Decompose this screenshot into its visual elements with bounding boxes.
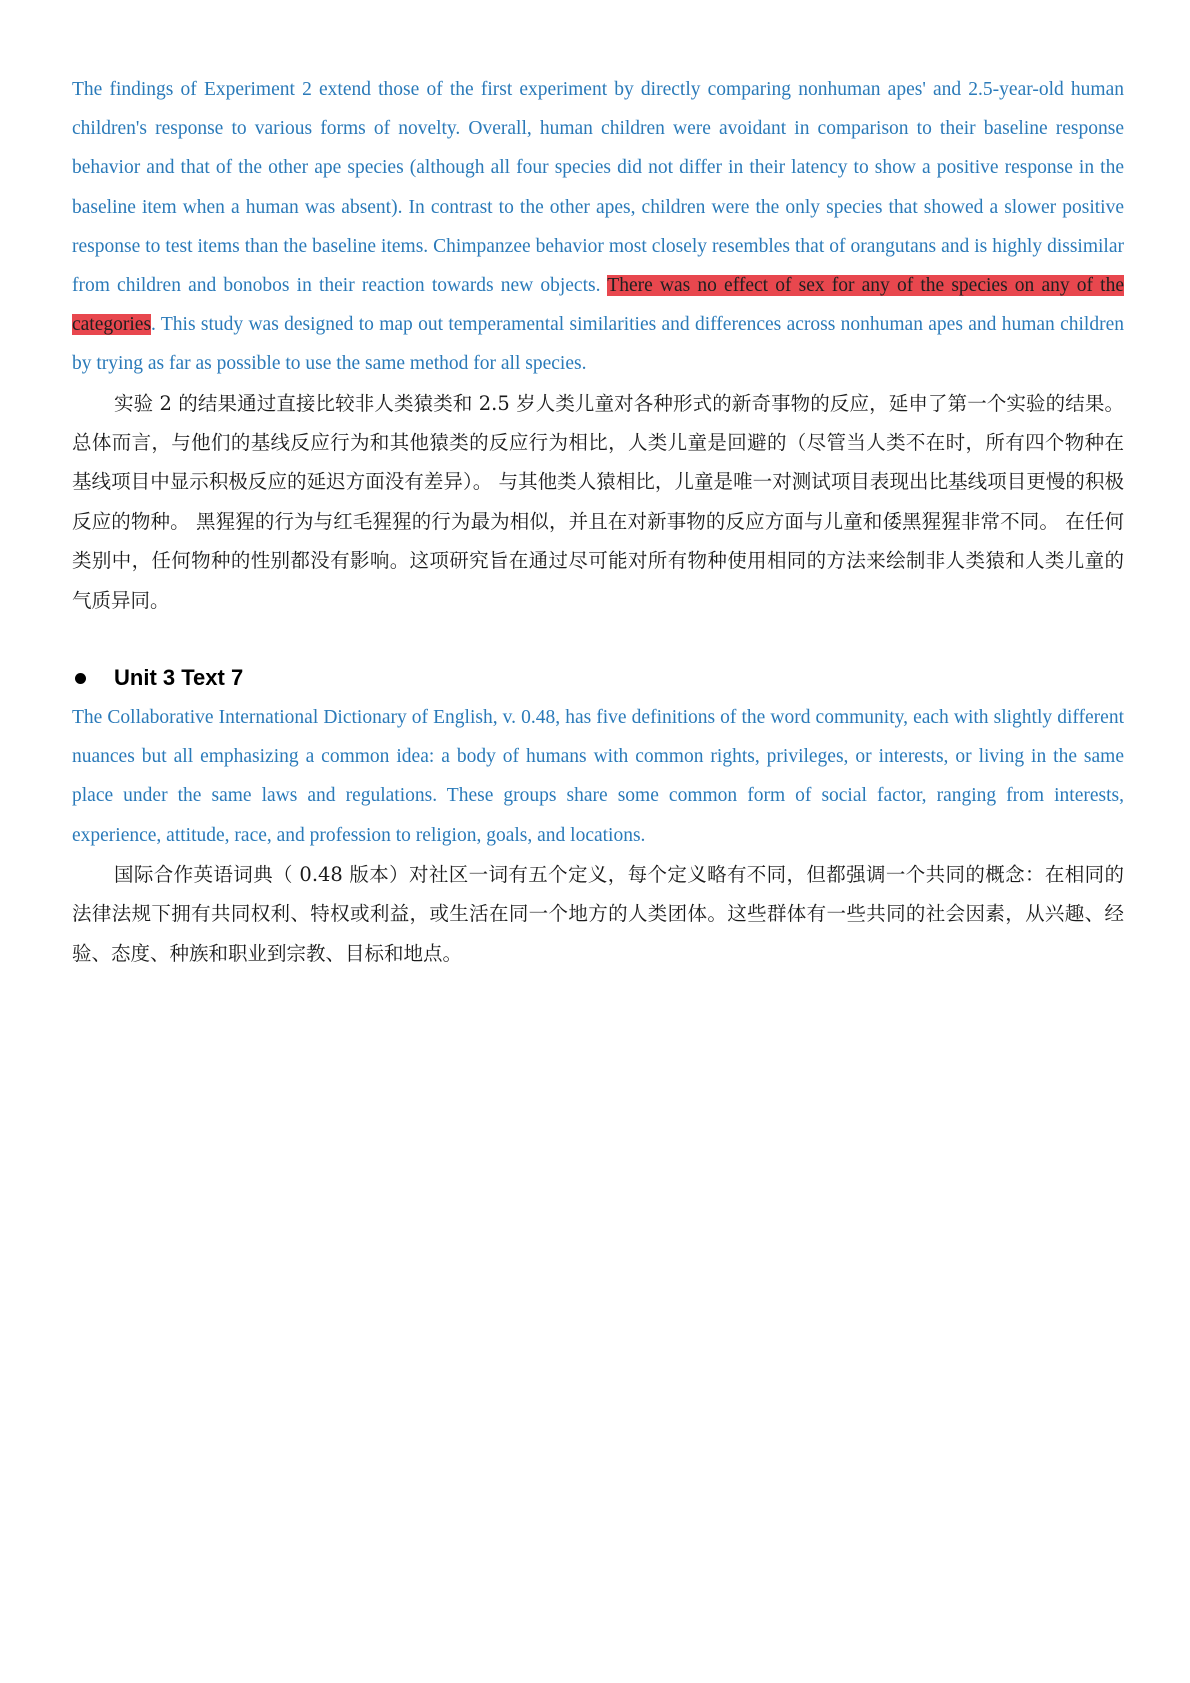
document-page: [72, 70, 1124, 973]
chinese-paragraph-experiment-2: 实验 2 的结果通过直接比较非人类猿类和 2.5 岁人类儿童对各种形式的新奇事物的反应，延申了第一个实验的结果。总体而言，与他们的基线反应行为和其他猿类的反应行为相比，人类儿童是回避的（尽管当人类不在时，所有四个物种在基线项目中显示积极反应的延迟方面没有差异）。 与其他类人猿相比，儿童是唯一对测试项目表现出比基线项目更慢的积极反应的物种。 黑猩猩的行为与红毛猩猩的行为最为相似，并且在对新事物的反应方面与儿童和倭黑猩猩非常不同。 在任何类别中，任何物种的性别都没有影响。这项研究旨在通过尽可能对所有物种使用相同的方法来绘制非人类猿和人类儿童的气质异同。: [72, 391, 1124, 612]
english-text-after-highlight: . This study was designed to map out temperamental similarities and differences across nonhuman apes and human children by trying as far as possible to use the same method for all species.: [72, 314, 1124, 375]
english-text-before-highlight: The findings of Experiment 2 extend those of the first experiment by directly comparing nonhuman apes' and 2.5-year-old human children's response to various forms of novelty. Overall, human children were avoidant in comparison to their baseline response behavior and that of the other ape species (although all four species did not differ in their latency to show a positive response in the baseline item when a human was absent). In contrast to the other apes, children were the only species that showed a slower positive response to test items than the baseline items. Chimpanzee behavior most closely resembles that of orangutans and is highly dissimilar from children and bonobos in their reaction towards new objects.: [72, 79, 1124, 297]
english-paragraph-community: The Collaborative International Dictionary of English, v. 0.48, has five definitions of the word community, each with slightly different nuances but all emphasizing a common idea: a body of humans with common rights, privileges, or interests, or living in the same place under the same laws and regulations. These groups share some common form of social factor, ranging from interests, experience, attitude, race, and profession to religion, goals, and locations.: [72, 707, 1124, 846]
chinese-paragraph-community: 国际合作英语词典（ 0.48 版本）对社区一词有五个定义，每个定义略有不同，但都强调一个共同的概念：在相同的法律法规下拥有共同权利、特权或利益，或生活在同一个地方的人类团体。这些群体有一些共同的社会因素，从兴趣、经验、态度、种族和职业到宗教、目标和地点。: [72, 862, 1124, 965]
english-paragraph-experiment-2: [72, 70, 1124, 384]
section-heading-title: Unit 3 Text 7: [114, 665, 244, 691]
section-heading: [72, 658, 1124, 698]
bullet-icon: [75, 673, 86, 684]
highlighted-sentence: There was no effect of sex for any of the species on any of the categories: [72, 275, 1124, 336]
